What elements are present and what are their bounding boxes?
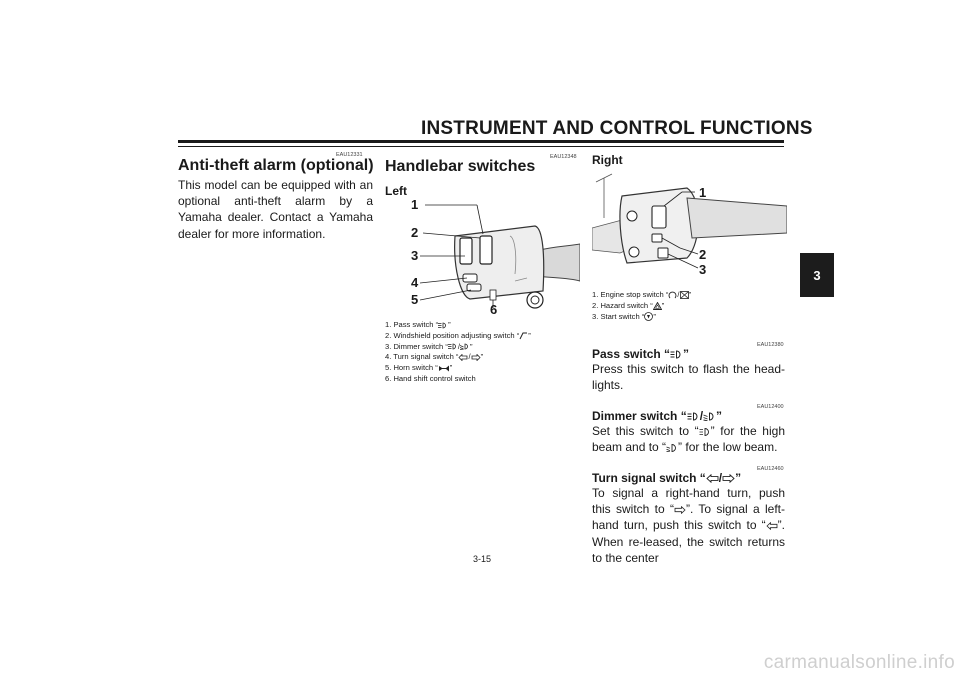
caption-horn: 5. Horn switch “ ” [385, 363, 453, 373]
caption-windshield: 2. Windshield position adjusting switch “ ” [385, 330, 531, 340]
page-number: 3-15 [472, 554, 491, 564]
horn-icon [438, 365, 450, 372]
callout-5: 5 [411, 292, 419, 307]
callout-1: 1 [411, 197, 419, 212]
turn-right-icon [674, 506, 686, 514]
section-code: EAU12331 [336, 152, 363, 158]
caption-start: 3. Start switch “ ” [592, 311, 656, 321]
caption-dimmer: 3. Dimmer switch “ / ” [385, 341, 473, 351]
right-caption-list [592, 290, 691, 322]
turn-left-icon [706, 474, 719, 483]
high-beam-icon [448, 343, 458, 350]
turn-signal-paragraph: To signal a right-hand turn, push this switch to “ ”. To signal a left-hand turn, push this switch to “ ”. When re-leased, the switch returns to the center [592, 486, 786, 565]
section-code: EAU12400 [757, 404, 784, 410]
callout-2: 2 [699, 247, 707, 262]
section-title-handlebar: Handlebar switches [385, 158, 536, 175]
high-beam-icon [687, 412, 700, 421]
caption-pass: 1. Pass switch “ ” [385, 320, 451, 329]
pass-switch-paragraph: Press this switch to flash the head-lights. [592, 362, 785, 393]
windshield-icon [519, 332, 528, 340]
high-beam-icon [438, 322, 448, 329]
left-switch-illustration [385, 196, 580, 316]
turn-left-icon [458, 354, 468, 361]
callout-3: 3 [411, 248, 419, 263]
turn-signal-heading: Turn signal switch “ / ” [592, 471, 742, 485]
caption-engine-stop: 1. Engine stop switch “ / ” [592, 290, 692, 299]
callout-6: 6 [490, 302, 498, 316]
engine-stop-icon [680, 291, 689, 299]
low-beam-icon [703, 412, 716, 421]
turn-right-icon [471, 354, 481, 361]
turn-right-icon [722, 474, 735, 483]
page-header-title: INSTRUMENT AND CONTROL FUNCTIONS [421, 118, 813, 139]
callout-4: 4 [411, 275, 419, 290]
left-caption-list [385, 320, 531, 385]
turn-left-icon [766, 522, 778, 530]
dimmer-switch-heading: Dimmer switch “ / ” [592, 409, 723, 423]
section-code: EAU12460 [757, 466, 784, 472]
caption-hand-shift: 6. Hand shift control switch [385, 373, 476, 383]
hazard-icon [653, 302, 662, 310]
start-icon [644, 312, 653, 321]
callout-2: 2 [411, 225, 419, 240]
section-code: EAU12348 [550, 154, 577, 160]
section-title-anti-theft: Anti-theft alarm (optional) [178, 157, 374, 174]
subtitle-left: Left [385, 184, 407, 198]
low-beam-icon [460, 343, 470, 350]
caption-hazard: 2. Hazard switch “ ” [592, 300, 665, 310]
pass-switch-heading: Pass switch “ ” [592, 347, 690, 361]
callout-3: 3 [699, 262, 707, 277]
high-beam-icon [699, 428, 711, 436]
right-switch-drawing [592, 174, 787, 263]
caption-turn-signal: 4. Turn signal switch “ / ” [385, 352, 484, 362]
watermark: carmanualsonline.info [763, 652, 955, 673]
right-switch-illustration [592, 168, 787, 283]
subtitle-right: Right [592, 153, 623, 167]
anti-theft-paragraph: This model can be equipped with an optional anti-theft alarm by a Yamaha dealer. Contact a Yamaha dealer for more information. [178, 178, 373, 241]
dimmer-switch-paragraph: Set this switch to “ ” for the high beam and to “ ” for the low beam. [592, 424, 785, 455]
high-beam-icon [670, 350, 683, 359]
header-rule [178, 140, 784, 143]
low-beam-icon [666, 444, 678, 452]
chapter-tab[interactable]: 3 [800, 253, 834, 297]
header-rule-thin [178, 146, 784, 147]
callout-1: 1 [699, 185, 707, 200]
section-code: EAU12380 [757, 342, 784, 348]
left-switch-drawing [455, 226, 580, 308]
